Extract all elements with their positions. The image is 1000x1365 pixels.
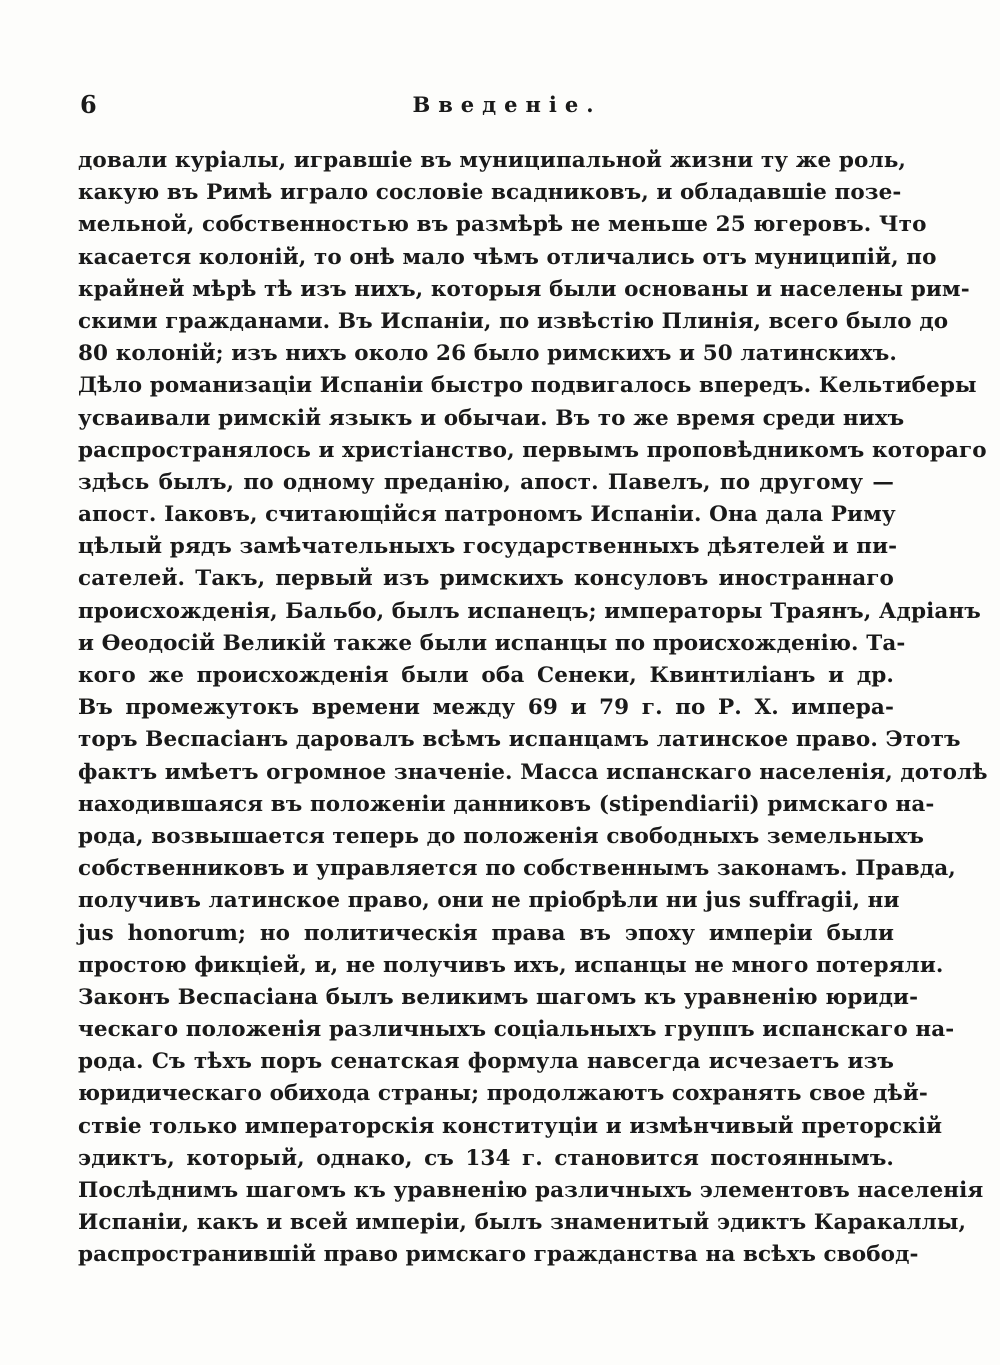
text-line: какую въ Римѣ играло сословіе всадниковъ, и обладавшіе позе- <box>78 180 902 206</box>
text-line: ствіе только императорскія конституціи и измѣнчивый преторскій <box>78 1113 943 1139</box>
text-line: апост. Іаковъ, считающійся патрономъ Испаніи. Она дала Риму <box>78 502 896 528</box>
text-line: ческаго положенія различныхъ соціальныхъ группъ испанскаго на- <box>78 1017 955 1043</box>
text-line: происхожденія, Бальбо, былъ испанецъ; императоры Траянъ, Адріанъ <box>78 598 981 624</box>
text-line: усваивали римскій языкъ и обычаи. Въ то же время среди нихъ <box>78 405 905 431</box>
text-line: jus honorum; но политическія права въ эпоху имперіи были <box>78 920 894 946</box>
text-line: Дѣло романизаціи Испаніи быстро подвигалось впередъ. Кельтиберы <box>78 373 977 399</box>
text-line: Испаніи, какъ и всей имперіи, былъ знаменитый эдиктъ Каракаллы, <box>78 1210 967 1236</box>
text-line: рода. Съ тѣхъ поръ сенатская формула навсегда исчезаетъ изъ <box>78 1049 894 1075</box>
text-line: фактъ имѣетъ огромное значеніе. Масса испанскаго населенія, дотолѣ <box>78 759 988 785</box>
text-line: находившаяся въ положеніи данниковъ (stipendiarii) римскаго на- <box>78 791 935 817</box>
text-line: простою фикціей, и, не получивъ ихъ, испанцы не много потеряли. <box>78 952 944 978</box>
text-line: довали куріалы, игравшіе въ муниципальной жизни ту же роль, <box>78 148 906 173</box>
text-line: 80 колоній; изъ нихъ около 26 было римскихъ и 50 латинскихъ. <box>78 341 897 367</box>
text-line: сателей. Такъ, первый изъ римскихъ консуловъ иностраннаго <box>78 566 894 592</box>
text-line: эдиктъ, который, однако, съ 134 г. становится постояннымъ. <box>78 1145 894 1171</box>
text-line: крайней мѣрѣ тѣ изъ нихъ, которыя были основаны и населены рим- <box>78 276 970 302</box>
text-line: кого же происхожденія были оба Сенеки, Квинтиліанъ и др. <box>78 663 894 688</box>
text-line: Послѣднимъ шагомъ къ уравненію различныхъ элементовъ населенія <box>78 1178 984 1203</box>
text-line: касается колоній, то онѣ мало чѣмъ отличались отъ муниципій, по <box>78 244 937 270</box>
text-line: рода, возвышается теперь до положенія свободныхъ земельныхъ <box>78 823 924 849</box>
page-number: 6 <box>80 90 97 119</box>
text-line: скими гражданами. Въ Испаніи, по извѣстію Плинія, всего было до <box>78 308 949 334</box>
text-line: здѣсь былъ, по одному преданію, апост. Павелъ, по другому — <box>78 469 894 495</box>
text-line: торъ Веспасіанъ даровалъ всѣмъ испанцамъ латинское право. Этотъ <box>78 727 961 753</box>
text-line: и Ѳеодосій Великій также были испанцы по происхожденію. Та- <box>78 630 906 656</box>
text-line: получивъ латинское право, они не пріобрѣли ни jus suffragii, ни <box>78 888 900 914</box>
text-line: распространялось и христіанство, первымъ проповѣдникомъ котораго <box>78 437 987 463</box>
text-line: Законъ Веспасіана былъ великимъ шагомъ къ уравненію юриди- <box>78 984 919 1010</box>
running-head-title: Введеніе. <box>412 92 602 117</box>
text-line: Въ промежутокъ времени между 69 и 79 г. по Р. Х. импера- <box>78 695 894 721</box>
body-text <box>78 145 988 1272</box>
text-line: юридическаго обихода страны; продолжаютъ сохранять свое дѣй- <box>78 1081 928 1107</box>
text-line: цѣлый рядъ замѣчательныхъ государственныхъ дѣятелей и пи- <box>78 534 898 560</box>
text-line: собственниковъ и управляется по собственнымъ законамъ. Правда, <box>78 856 956 882</box>
text-line: мельной, собственностью въ размѣрѣ не меньше 25 югеровъ. Что <box>78 212 927 238</box>
text-line: распространившій право римскаго гражданства на всѣхъ свобод- <box>78 1242 919 1268</box>
